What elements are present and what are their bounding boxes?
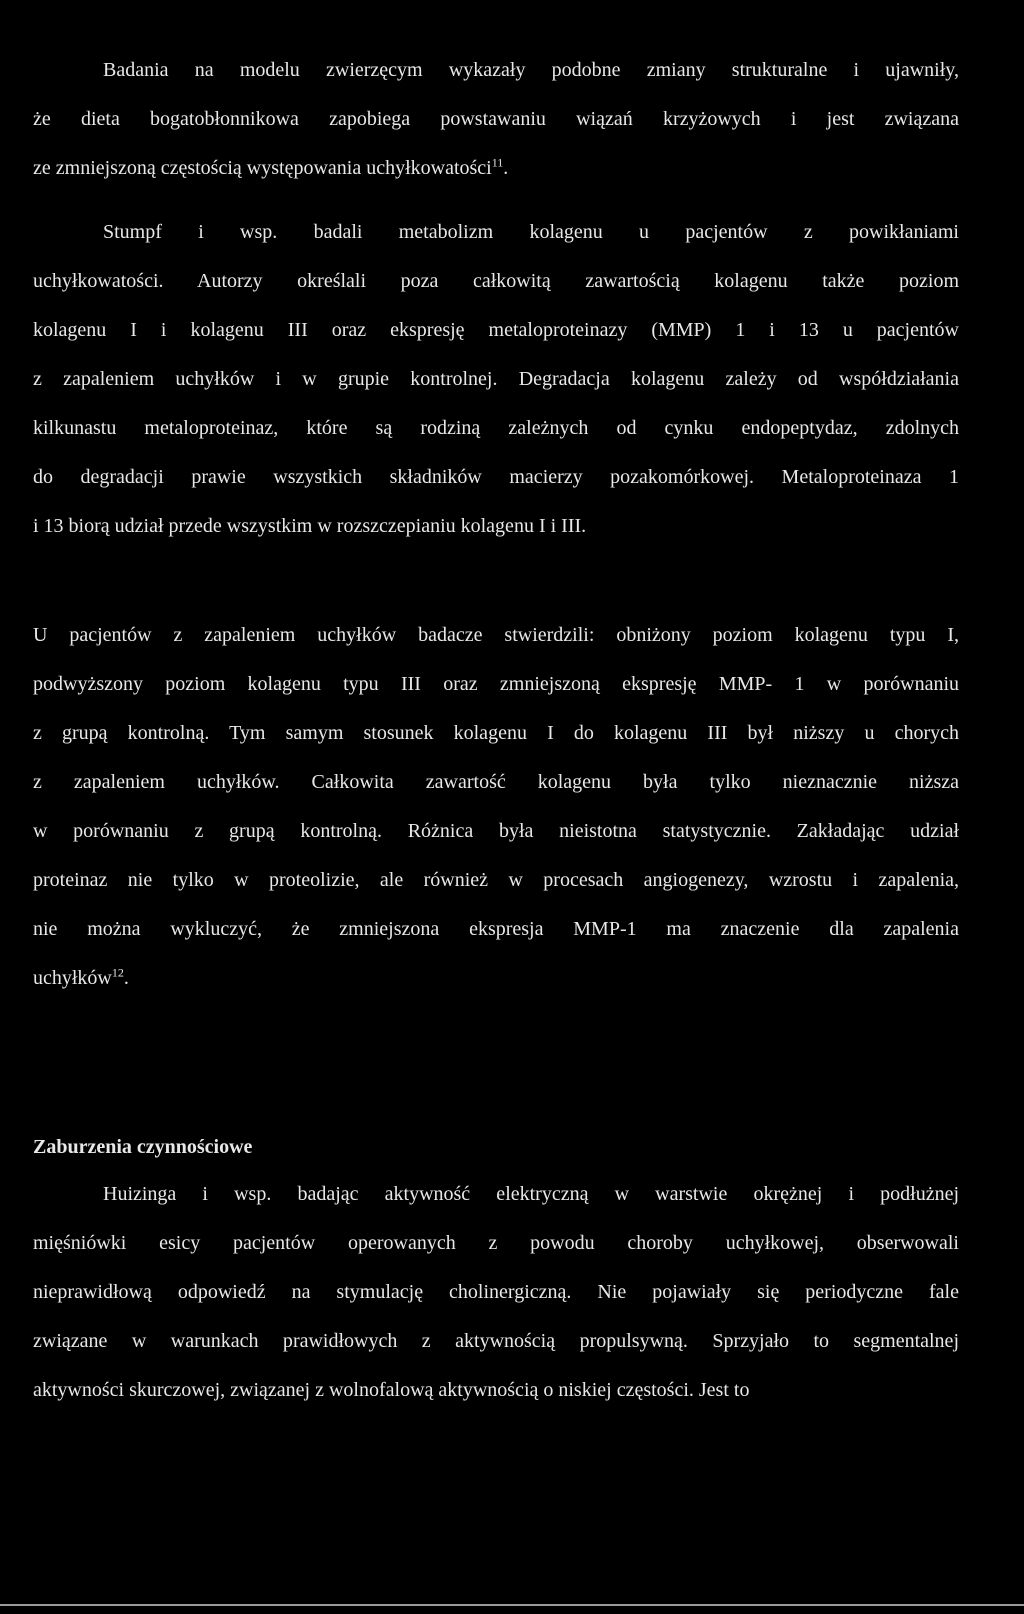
bottom-divider: [0, 1604, 1024, 1606]
text-line: Stumpf i wsp. badali metabolizm kolagenu u pacjentów z powikłaniami: [103, 221, 959, 243]
text-line: [33, 144, 959, 193]
text-line: mięśniówki esicy pacjentów operowanych z powodu choroby uchyłkowej, obserwowali: [33, 1232, 959, 1254]
text-line: [33, 954, 959, 1003]
paragraph-3: [33, 611, 959, 1003]
text-line: uchyłkowatości. Autorzy określali poza całkowitą zawartością kolagenu także poziom: [33, 270, 959, 292]
text-line: aktywności skurczowej, związanej z wolnofalową aktywnością o niskiej częstości. Jest to: [33, 1379, 750, 1401]
text-line: proteinaz nie tylko w proteolizie, ale również w procesach angiogenezy, wzrostu i zapalenia,: [33, 869, 959, 891]
text-line: Huizinga i wsp. badając aktywność elektryczną w warstwie okrężnej i podłużnej: [103, 1183, 959, 1205]
text-line: i 13 biorą udział przede wszystkim w rozszczepianiu kolagenu I i III.: [33, 515, 587, 537]
paragraph-2: [33, 208, 959, 551]
footnote-ref: 11: [491, 155, 504, 170]
text-line: z zapaleniem uchyłków. Całkowita zawartość kolagenu była tylko nieznacznie niższa: [33, 771, 959, 793]
text-line: do degradacji prawie wszystkich składników macierzy pozakomórkowej. Metaloproteinaza 1: [33, 466, 959, 488]
paragraph-4: [33, 1170, 959, 1415]
text-line: nie można wykluczyć, że zmniejszona ekspresja MMP-1 ma znaczenie dla zapalenia: [33, 918, 959, 940]
text-line: że dieta bogatobłonnikowa zapobiega powstawaniu wiązań krzyżowych i jest związana: [33, 108, 959, 130]
text-segment: ze zmniejszoną częstością występowania uchyłkowatości: [33, 157, 492, 179]
paragraph-1: [33, 46, 959, 193]
text-line: z zapaleniem uchyłków i w grupie kontrolnej. Degradacja kolagenu zależy od współdziałania: [33, 368, 959, 390]
text-line: w porównaniu z grupą kontrolną. Różnica była nieistotna statystycznie. Zakładając udział: [33, 820, 959, 842]
text-line: Badania na modelu zwierzęcym wykazały podobne zmiany strukturalne i ujawniły,: [103, 59, 959, 81]
text-line: z grupą kontrolną. Tym samym stosunek kolagenu I do kolagenu III był niższy u chorych: [33, 722, 959, 744]
text-line: związane w warunkach prawidłowych z aktywnością propulsywną. Sprzyjało to segmentalnej: [33, 1330, 959, 1352]
text-line: U pacjentów z zapaleniem uchyłków badacze stwierdzili: obniżony poziom kolagenu typu I,: [33, 624, 959, 646]
text-line: nieprawidłową odpowiedź na stymulację cholinergiczną. Nie pojawiały się periodyczne fale: [33, 1281, 959, 1303]
text-segment: uchyłków: [33, 967, 112, 989]
text-line: podwyższony poziom kolagenu typu III oraz zmniejszoną ekspresję MMP- 1 w porównaniu: [33, 673, 959, 695]
text-line: kolagenu I i kolagenu III oraz ekspresję metaloproteinazy (MMP) 1 i 13 u pacjentów: [33, 319, 959, 341]
text-segment: .: [503, 157, 509, 179]
text-segment: .: [123, 967, 129, 989]
text-line: kilkunastu metaloproteinaz, które są rodziną zależnych od cynku endopeptydaz, zdolnych: [33, 417, 959, 439]
footnote-ref: 12: [111, 965, 124, 980]
section-heading: Zaburzenia czynnościowe: [33, 1136, 253, 1158]
